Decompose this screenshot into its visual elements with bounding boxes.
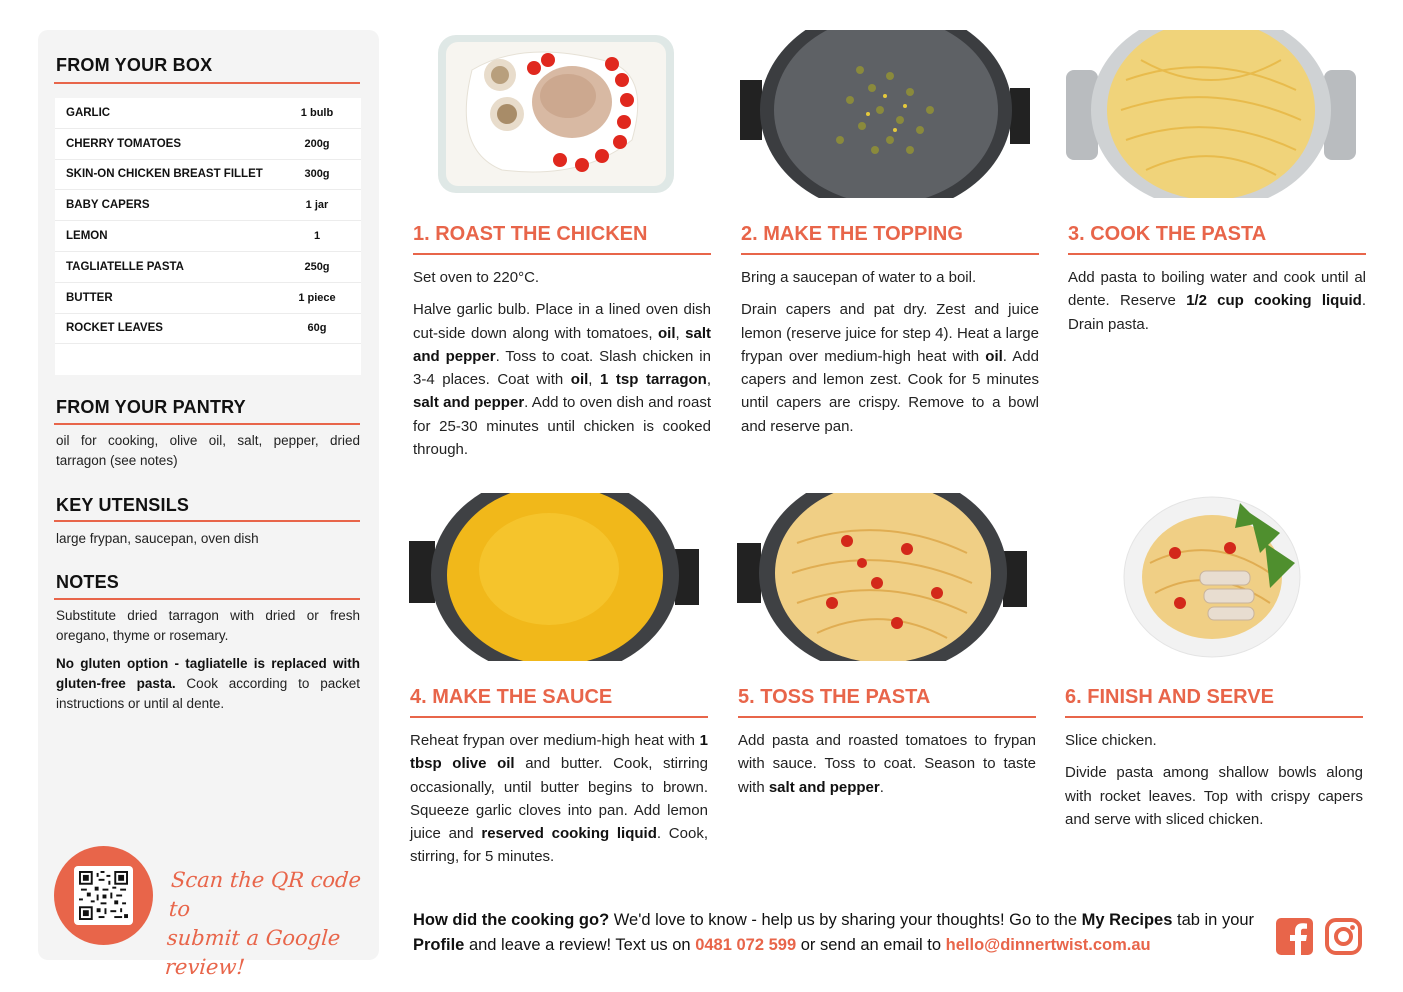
step-3-body xyxy=(1068,266,1366,345)
ingredient-name: TAGLIATELLE PASTA xyxy=(66,260,184,273)
feedback-footer xyxy=(413,908,1263,958)
divider xyxy=(1068,253,1366,255)
ingredient-name: BABY CAPERS xyxy=(66,199,150,212)
box-title: FROM YOUR BOX xyxy=(56,55,213,75)
qr-code-icon[interactable] xyxy=(74,866,133,925)
ingredient-row xyxy=(55,221,361,252)
step-text: , xyxy=(706,371,711,389)
pantry-text: oil for cooking, olive oil, salt, pepper, dried tarragon (see notes) xyxy=(56,433,360,468)
step-2-image xyxy=(740,30,1030,198)
step-text: . xyxy=(879,778,884,796)
step-6-image xyxy=(1120,493,1305,661)
step-paragraph xyxy=(413,266,711,289)
email-link[interactable]: hello@dinnertwist.com.au xyxy=(945,936,1151,954)
ingredients-sidebar xyxy=(38,30,379,979)
ingredient-row xyxy=(55,314,361,345)
notes-text: Substitute dried tarragon with dried or fresh oregano, thyme or rosemary. xyxy=(56,608,360,643)
step-5-image xyxy=(737,493,1027,661)
step-text: , xyxy=(588,371,601,389)
ingredient-row xyxy=(55,129,361,160)
pantry-title: FROM YOUR PANTRY xyxy=(56,397,246,417)
ingredient-name: BUTTER xyxy=(66,291,113,304)
step-4-image xyxy=(409,493,699,661)
ingredient-row xyxy=(55,283,361,314)
step-text: Drain capers and pat dry. Zest and juice lemon (reserve juice for step 4). Heat a large frypan over medium-high heat with xyxy=(741,301,1039,365)
divider xyxy=(54,82,360,84)
step-emphasis: 1 tbsp olive oil xyxy=(410,732,708,773)
divider xyxy=(738,716,1036,718)
step-1-body xyxy=(413,266,711,470)
step-paragraph xyxy=(1065,729,1363,752)
step-text: . Drain pasta. xyxy=(1068,292,1366,333)
step-paragraph xyxy=(738,729,1036,799)
step-emphasis: oil xyxy=(658,324,676,342)
ingredient-row xyxy=(55,252,361,283)
step-emphasis: salt and pepper xyxy=(413,394,525,412)
gluten-note-text: Cook according to packet instructions or until al dente. xyxy=(56,676,360,711)
gluten-note xyxy=(56,654,360,714)
ingredient-qty: 200g xyxy=(304,137,330,150)
step-text: . Toss to coat. Slash chicken in 3-4 places. Coat with xyxy=(413,347,711,389)
ingredient-row xyxy=(55,190,361,221)
ingredient-name: CHERRY TOMATOES xyxy=(66,137,182,150)
footer-text: tab in your xyxy=(1172,911,1255,929)
step-emphasis: salt and pepper xyxy=(768,778,880,796)
step-paragraph xyxy=(741,266,1039,289)
divider xyxy=(54,423,360,425)
step-paragraph xyxy=(410,729,708,869)
my-recipes-link[interactable]: My Recipes xyxy=(1081,911,1173,929)
utensils-text: large frypan, saucepan, oven dish xyxy=(56,531,259,546)
ingredient-row xyxy=(55,160,361,191)
divider xyxy=(410,716,708,718)
step-paragraph xyxy=(1068,266,1366,336)
ingredient-qty: 1 piece xyxy=(298,291,336,304)
step-emphasis: 1/2 cup cooking liquid xyxy=(1186,292,1362,310)
instagram-icon[interactable] xyxy=(1325,918,1362,955)
step-emphasis: 1 tsp tarragon xyxy=(600,371,707,389)
step-emphasis: reserved cooking liquid xyxy=(481,825,657,843)
step-text: , xyxy=(675,324,686,342)
footer-text: and leave a review! Text us on xyxy=(464,936,696,954)
ingredient-qty: 250g xyxy=(304,260,330,273)
utensils-title: KEY UTENSILS xyxy=(56,495,190,515)
step-text: Add pasta to boiling water and cook until al dente. Reserve xyxy=(1068,269,1366,310)
step-emphasis: oil xyxy=(985,347,1003,365)
ingredient-name: GARLIC xyxy=(66,106,111,119)
step-3-image xyxy=(1066,30,1356,198)
step-1-title: 1. ROAST THE CHICKEN xyxy=(413,223,648,245)
step-text: and butter. Cook, stirring occasionally, until butter begins to brown. Squeeze garlic cloves into pan. Add lemon juice and xyxy=(410,755,708,843)
step-emphasis: oil xyxy=(570,371,589,389)
qr-badge xyxy=(54,846,153,945)
gluten-note-bold: No gluten option - tagliatelle is replaced with gluten-free pasta. xyxy=(56,656,360,691)
footer-text: or send an email to xyxy=(796,936,946,954)
step-5-title: 5. TOSS THE PASTA xyxy=(738,686,931,708)
ingredient-name: ROCKET LEAVES xyxy=(66,322,163,335)
qr-caption-line: Scan the QR code to xyxy=(168,868,362,921)
step-text: . Cook, stirring, for 5 minutes. xyxy=(410,825,708,866)
step-text: Halve garlic bulb. Place in a lined oven dish cut-side down along with tomatoes, xyxy=(413,301,711,342)
divider xyxy=(54,598,360,600)
divider xyxy=(1065,716,1363,718)
step-emphasis: salt and pepper xyxy=(413,324,711,365)
step-4-body xyxy=(410,729,708,878)
divider xyxy=(54,520,360,522)
step-text: Set oven to 220°C. xyxy=(413,269,540,286)
step-paragraph xyxy=(1065,761,1363,831)
divider xyxy=(741,253,1039,255)
step-paragraph xyxy=(413,298,711,461)
step-paragraph xyxy=(741,298,1039,438)
ingredient-qty: 60g xyxy=(307,322,327,335)
notes-title: NOTES xyxy=(56,572,120,592)
ingredient-name: LEMON xyxy=(66,230,108,243)
profile-link[interactable]: Profile xyxy=(413,936,465,954)
ingredient-row xyxy=(55,98,361,129)
step-text: Slice chicken. xyxy=(1065,732,1157,749)
step-5-body xyxy=(738,729,1036,808)
step-1-image xyxy=(432,30,680,198)
ingredient-qty: 1 jar xyxy=(305,199,329,212)
footer-question: How did the cooking go? xyxy=(413,911,610,929)
qr-caption xyxy=(164,866,383,982)
step-text: . Add capers and lemon zest. Cook for 5 minutes until capers are crispy. Remove to a bowl and reserve pan. xyxy=(741,347,1039,435)
step-4-title: 4. MAKE THE SAUCE xyxy=(410,686,613,708)
facebook-icon[interactable] xyxy=(1276,918,1313,955)
ingredient-qty: 300g xyxy=(304,168,330,181)
step-2-body xyxy=(741,266,1039,447)
step-text: Reheat frypan over medium-high heat with xyxy=(410,732,700,749)
divider xyxy=(413,253,711,255)
step-text: . Add to oven dish and roast for 25-30 minutes until chicken is cooked through. xyxy=(413,394,711,459)
step-6-title: 6. FINISH AND SERVE xyxy=(1065,686,1274,708)
qr-caption-line: submit a Google review! xyxy=(164,926,342,979)
ingredient-qty: 1 bulb xyxy=(300,106,334,119)
step-2-title: 2. MAKE THE TOPPING xyxy=(741,223,963,245)
step-text: Divide pasta among shallow bowls along with rocket leaves. Top with crispy capers and serve with sliced chicken. xyxy=(1065,764,1363,828)
step-3-title: 3. COOK THE PASTA xyxy=(1068,223,1267,245)
step-text: Add pasta and roasted tomatoes to frypan with sauce. Toss to coat. Season to taste with xyxy=(738,732,1036,796)
footer-text: We'd love to know - help us by sharing your thoughts! Go to the xyxy=(609,911,1082,929)
ingredient-name: SKIN-ON CHICKEN BREAST FILLET xyxy=(66,168,263,181)
step-6-body xyxy=(1065,729,1363,840)
phone-link[interactable]: 0481 072 599 xyxy=(695,936,797,954)
ingredient-qty: 1 xyxy=(313,230,321,243)
step-text: Bring a saucepan of water to a boil. xyxy=(741,269,977,286)
ingredients-table xyxy=(55,98,361,375)
